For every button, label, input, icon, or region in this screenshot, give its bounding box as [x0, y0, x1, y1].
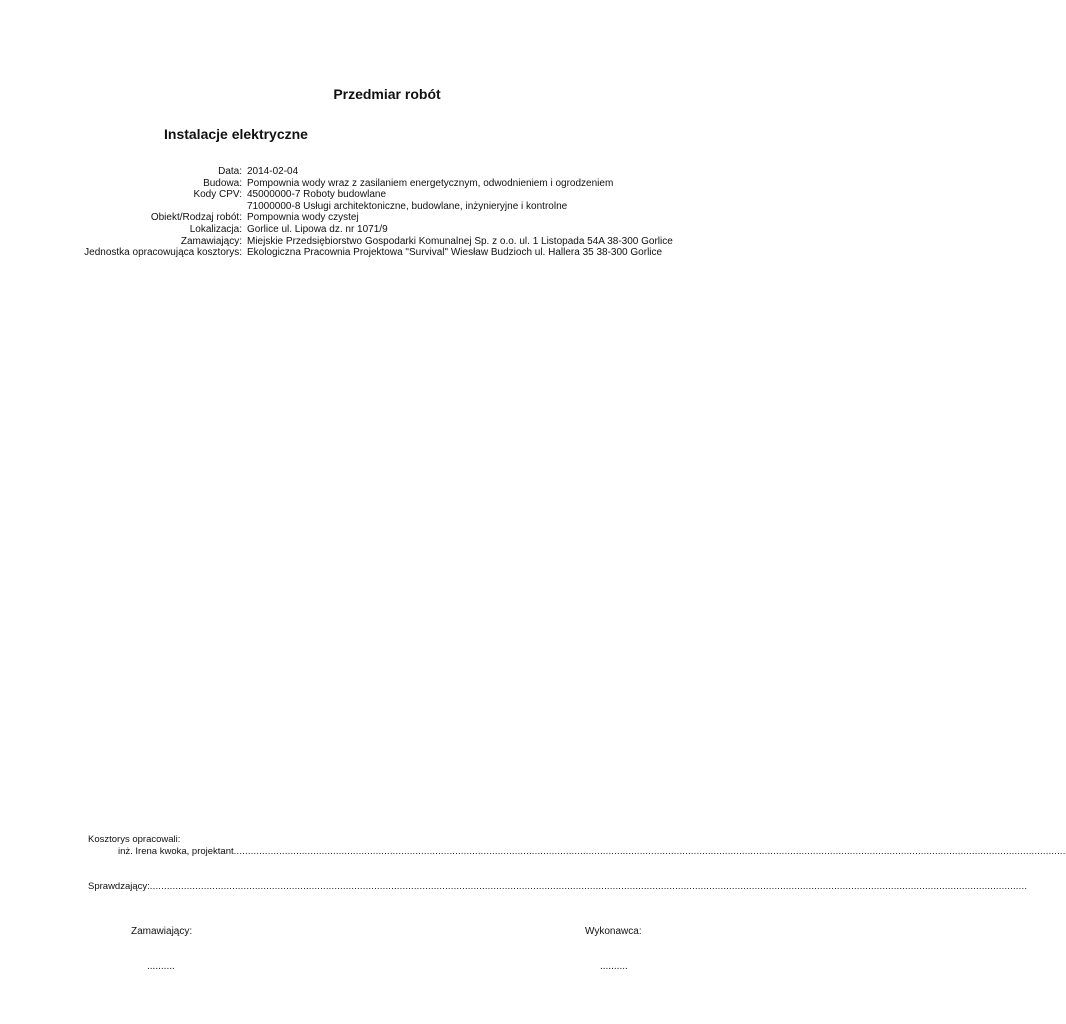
- meta-value: 2014-02-04: [247, 166, 299, 177]
- signature-dots: .....................................................................................................................................................................................................................................................................................................: [233, 846, 1066, 857]
- meta-label: [0, 201, 247, 213]
- meta-label: Data:: [218, 166, 242, 177]
- meta-label: Obiekt/Rodzaj robót:: [150, 212, 242, 224]
- document-title: Przedmiar robót: [333, 86, 441, 102]
- meta-row-cpv: [0, 189, 724, 201]
- meta-value: 45000000-7 Roboty budowlane: [247, 189, 386, 201]
- preparer-line: [118, 846, 1066, 857]
- meta-row-client: [0, 236, 724, 248]
- meta-row-date: [0, 166, 724, 178]
- document-subtitle: Instalacje elektryczne: [164, 126, 308, 142]
- meta-value: Pompownia wody wraz z zasilaniem energetycznym, odwodnieniem i ogrodzeniem: [247, 177, 614, 189]
- checker-line: [88, 881, 1028, 892]
- contractor-signature-dots: ..........: [600, 961, 628, 972]
- preparer-name: inż. Irena kwoka, projektant: [118, 846, 234, 857]
- metadata-block: [0, 166, 724, 259]
- meta-value: Pompownia wody czystej: [247, 212, 359, 224]
- meta-value: Gorlice ul. Lipowa dz. nr 1071/9: [247, 223, 388, 235]
- meta-label: Kody CPV:: [193, 189, 242, 201]
- meta-value: 71000000-8 Usługi architektoniczne, budowlane, inżynieryjne i kontrolne: [247, 200, 568, 212]
- meta-label: Zamawiający:: [180, 235, 242, 247]
- meta-label: Jednostka opracowująca kosztorys:: [84, 247, 242, 259]
- meta-value: Ekologiczna Pracownia Projektowa "Survival" Wiesław Budzioch ul. Hallera 35 38-300 Gorlice: [247, 247, 663, 259]
- meta-row-preparing-unit: [0, 247, 724, 259]
- client-signature-label: Zamawiający:: [131, 926, 193, 937]
- meta-row-location: [0, 224, 724, 236]
- meta-row-construction: [0, 178, 724, 190]
- contractor-signature-label: Wykonawca:: [585, 926, 642, 937]
- client-signature-dots: ..........: [147, 961, 175, 972]
- signature-dots: .....................................................................................................................................................................................................................................................................................................................: [149, 881, 1028, 892]
- prepared-by-label: Kosztorys opracowali:: [88, 834, 181, 845]
- meta-label: Lokalizacja:: [189, 223, 242, 235]
- meta-value: Miejskie Przedsiębiorstwo Gospodarki Komunalnej Sp. z o.o. ul. 1 Listopada 54A 38-300 Gorlice: [247, 235, 673, 247]
- meta-row-cpv-2: [0, 201, 724, 213]
- meta-label: Budowa:: [203, 177, 242, 189]
- meta-row-object: [0, 212, 724, 224]
- checked-label: Sprawdzający:: [88, 881, 150, 892]
